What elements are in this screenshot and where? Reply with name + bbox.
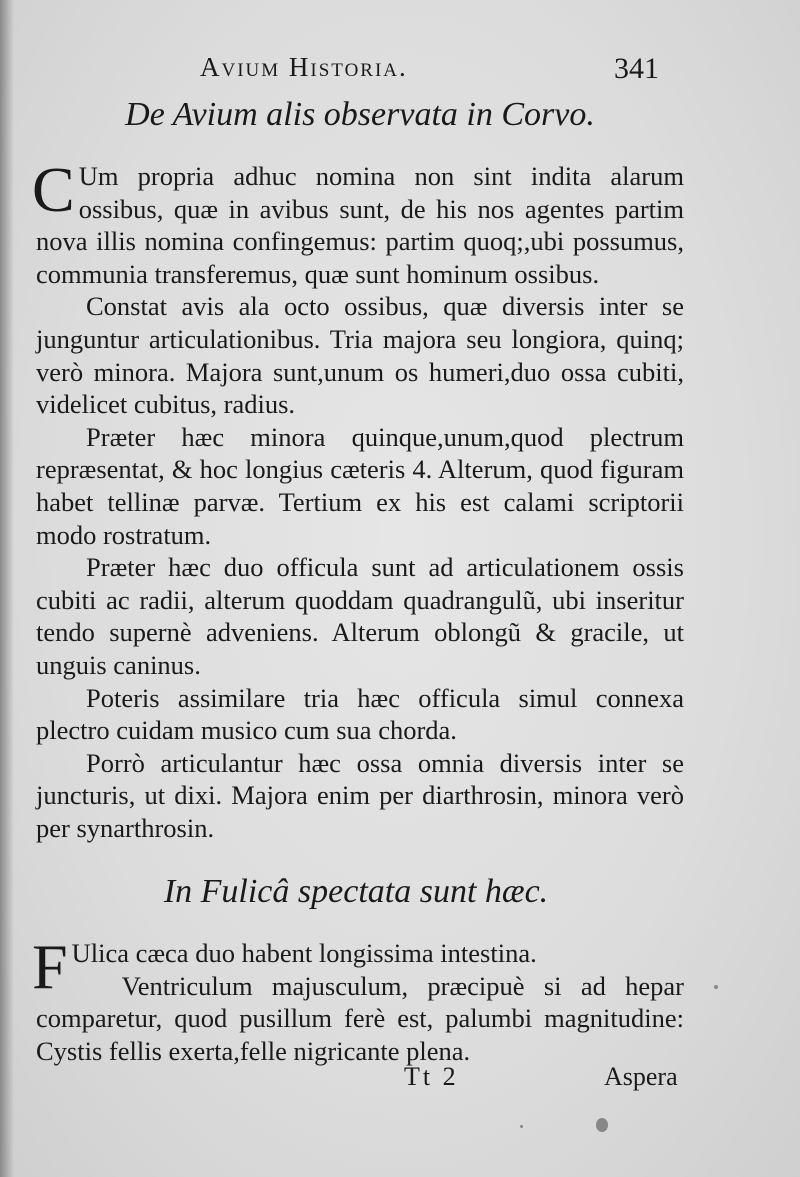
page-number: 341 [614, 52, 659, 85]
section-title: In Fulicâ spectata sunt hæc. [163, 873, 549, 910]
section-body [32, 154, 684, 844]
paragraph: Præter hæc minora quinque,unum,quod plectrum repræsentat, & hoc longius cæteris 4. Alterum, quod figuram habet tellinæ parvæ. Tertium ex his est calami scriptorii modo rostratum. [36, 421, 684, 550]
paragraph: Ventriculum majusculum, præcipuè si ad hepar comparetur, quod pusillum ferè est, palumbi magnitudine: Cystis fellis exerta,felle nigricante plena. [36, 970, 684, 1066]
paragraph: Poteris assimilare tria hæc officula simul connexa plectro cuidam musico cum sua chorda. [36, 682, 684, 746]
gutter-shadow [0, 0, 14, 1177]
signature-mark: Tt 2 [404, 1062, 459, 1091]
paragraph [32, 931, 684, 1002]
paragraph: Porrò articulantur hæc ossa omnia diversis inter se juncturis, ut dixi. Majora enim per diarthrosin, minora verò per synarthrosin. [36, 747, 684, 843]
paragraph-text: Ulica cæca duo habent longissima intestina. [71, 938, 537, 968]
paragraph: Præter hæc duo officula sunt ad articulationem ossis cubiti ac radii, alterum quoddam quadrangulũ, ubi inseritur tendo supernè adveniens. Alterum oblongũ & gracile, ut unguis caninus. [36, 552, 684, 680]
ink-spot [714, 985, 718, 989]
page-header [0, 50, 800, 94]
ink-spot [520, 1125, 523, 1128]
ink-spot [596, 1118, 608, 1132]
section-body [32, 931, 684, 1067]
drop-cap: C [32, 154, 75, 225]
running-head: Avium Historia. [200, 52, 408, 82]
paragraph [32, 154, 684, 290]
catchword: Aspera [604, 1062, 678, 1091]
section-title: De Avium alis observata in Corvo. [125, 96, 595, 133]
paragraph-text: Um propria adhuc nomina non sint indita alarum ossibus, quæ in avibus sunt, de his nos agentes partim nova illis nomina confingemus: partim quoq;,ubi possumus, communia transferemus, quæ sunt hominum ossibus. [36, 161, 684, 289]
paragraph: Constat avis ala octo ossibus, quæ diversis inter se junguntur articulationibus. Tria majora seu longiora, quinq; verò minora. Majora sunt,unum os humeri,duo ossa cubiti, videlicet cubitus, radius. [36, 291, 684, 420]
page-footer [0, 1062, 800, 1102]
drop-cap: F [32, 931, 68, 1002]
